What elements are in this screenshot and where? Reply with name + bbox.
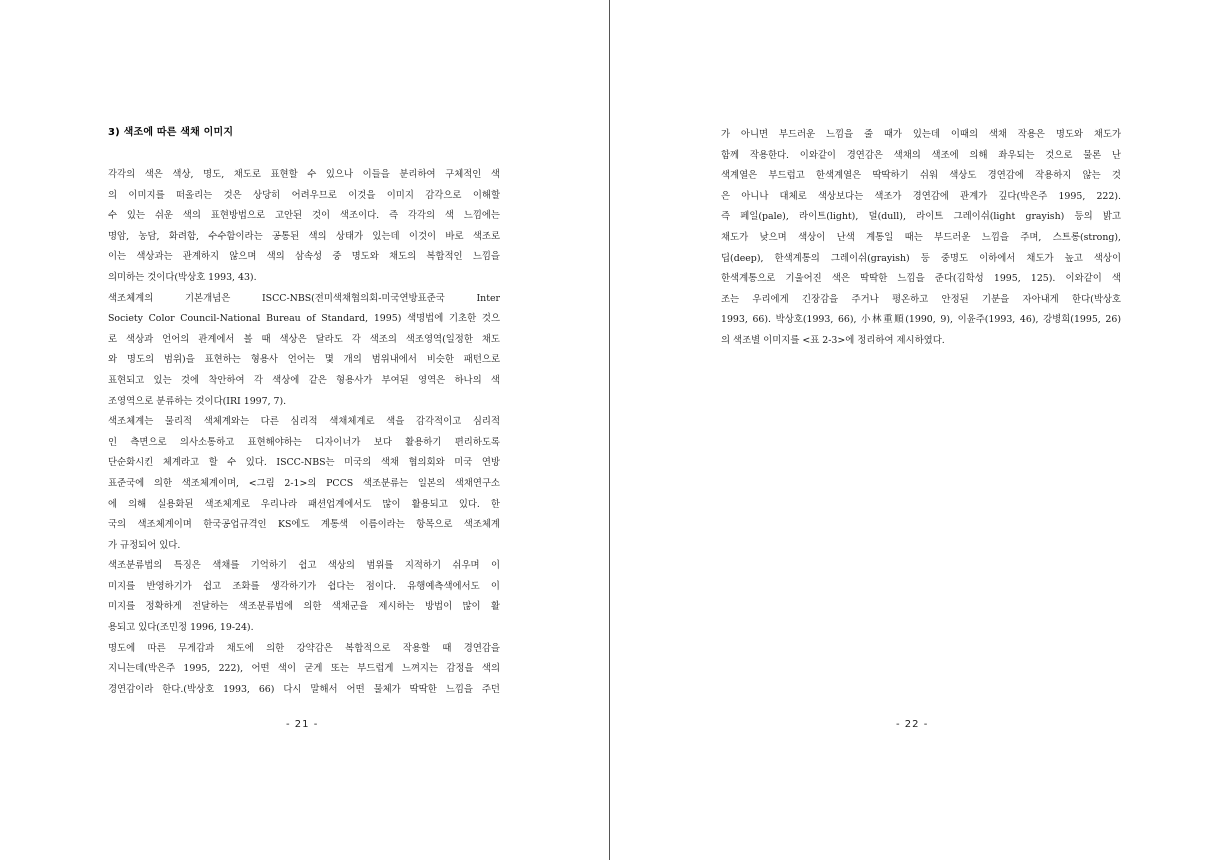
text-line: 로 색상과 언어의 관계에서 볼 때 색상은 달라도 각 색조의 색조영역(일정한 채도 — [108, 333, 500, 345]
right-page — [610, 0, 1219, 860]
text-line: 즉 페일(pale), 라이트(light), 덜(dull), 라이트 그레이쉬(light grayish) 등의 밝고 — [721, 211, 1121, 223]
text-line: 표준국에 의한 색조체계이며, <그림 2-1>의 PCCS 색조분류는 일본의 색채연구소 — [108, 477, 500, 489]
text-line: 미지를 반영하기가 쉽고 조화를 생각하기가 쉽다는 점이다. 유행예측색에서도 이 — [108, 580, 500, 592]
text-line: 경연감이라 한다.(박상호 1993, 66) 다시 말해서 어떤 물체가 딱딱한 느낌을 주던 — [108, 683, 500, 695]
text-line: 채도가 낮으며 색상이 난색 계통일 때는 부드러운 느낌을 주며, 스트롱(strong), — [721, 231, 1121, 243]
page-number-right: - 22 - — [896, 719, 929, 730]
text-line: 색계열은 부드럽고 한색계열은 딱딱하기 쉬워 색상도 경연감에 작용하지 않는 것 — [721, 170, 1121, 182]
text-line: 가 아니면 부드러운 느낌을 줄 때가 있는데 이때의 색채 작용은 명도와 채도가 — [721, 129, 1121, 140]
text-line: 인 측면으로 의사소통하고 표현해야하는 디자이너가 보다 활용하기 편리하도록 — [108, 436, 500, 448]
text-line: 색조분류법의 특징은 색채를 기억하기 쉽고 색상의 범위를 지적하기 쉬우며 이 — [108, 560, 500, 572]
text-line: Society Color Council-National Bureau of Standard, 1995) 색명법에 기초한 것으 — [108, 313, 500, 325]
page-number-left: - 21 - — [286, 719, 319, 730]
text-line: 표현되고 있는 것에 착안하여 각 색상에 같은 형용사가 부여된 영역은 하나의 색 — [108, 374, 500, 386]
text-line: 국의 색조체계이며 한국공업규격인 KS에도 계통색 이름이라는 항목으로 색조체계 — [108, 519, 500, 531]
right-page-body — [721, 125, 1121, 352]
text-line: 함께 작용한다. 이와같이 경연감은 색채의 색조에 의해 좌우되는 것으로 물론 난 — [721, 149, 1121, 161]
text-line: 지니는데(박은주 1995, 222), 어떤 색이 굳게 또는 부드럽게 느껴지는 감정을 색의 — [108, 663, 500, 675]
text-line: 에 의해 실용화된 색조체계로 우리나라 패션업계에서도 많이 활용되고 있다. 한 — [108, 498, 500, 510]
text-line: 조는 우리에게 긴장감을 주거나 평온하고 안정된 기분을 자아내게 한다(박상호 — [721, 293, 1121, 305]
text-line: 한색계통으로 기울어진 색은 딱딱한 느낌을 준다(김학성 1995, 125). 이와같이 색 — [721, 273, 1121, 285]
left-page-body — [108, 165, 500, 700]
text-line: 용되고 있다(조민정 1996, 19-24). — [108, 622, 254, 634]
text-line: 의미하는 것이다(박상호 1993, 43). — [108, 271, 257, 283]
text-line: 수 있는 쉬운 색의 표현방법으로 고안된 것이 색조이다. 즉 각각의 색 느낌에는 — [108, 210, 500, 222]
text-line: 와 명도의 범위)을 표현하는 형용사 언어는 몇 개의 범위내에서 비슷한 패턴으로 — [108, 354, 500, 366]
text-line: 의 이미지를 떠올리는 것은 상당히 어려우므로 이것을 이미지 감각으로 이해할 — [108, 189, 500, 201]
text-line: 단순화시킨 체계라고 할 수 있다. ISCC-NBS는 미국의 색채 협의회와 미국 연방 — [108, 457, 500, 469]
text-line: 미지를 정확하게 전달하는 색조분류법에 의한 색채군을 제시하는 방법이 많이 활 — [108, 601, 500, 613]
text-line: 가 규정되어 있다. — [108, 539, 181, 551]
text-line: 딥(deep), 한색계통의 그레이쉬(grayish) 등 중명도 이하에서 채도가 높고 색상이 — [721, 252, 1121, 264]
text-line: 의 색조별 이미지를 <표 2-3>에 정리하여 제시하였다. — [721, 334, 945, 346]
text-line: 명도에 따른 무게감과 채도에 의한 강약감은 복합적으로 작용할 때 경연감을 — [108, 642, 500, 654]
text-line: 각각의 색은 색상, 명도, 채도로 표현할 수 있으나 이들을 분리하여 구체적인 색 — [108, 169, 500, 180]
section-heading: 3) 색조에 따른 색채 이미지 — [108, 127, 234, 138]
text-line: 색조체계의 기본개념은 ISCC-NBS(전미색채협의회-미국연방표준국 Inter — [108, 292, 500, 304]
text-line: 조영역으로 분류하는 것이다(IRI 1997, 7). — [108, 395, 287, 407]
text-line: 이는 색상과는 관계하지 않으며 색의 삼속성 중 명도와 채도의 복합적인 느낌을 — [108, 251, 500, 263]
text-line: 색조체계는 물리적 색체계와는 다른 심리적 색채체계로 색을 감각적이고 심리적 — [108, 416, 500, 428]
text-line: 은 아니나 대체로 색상보다는 색조가 경연감에 관계가 깊다(박은주 1995, 222). — [721, 190, 1121, 202]
text-line: 1993, 66). 박상호(1993, 66), 小林重順(1990, 9), 이윤주(1993, 46), 강병희(1995, 26) — [721, 314, 1121, 326]
text-line: 명암, 농담, 화려함, 수수함이라는 공통된 색의 상태가 있는데 이것이 바로 색조로 — [108, 230, 500, 242]
left-page — [0, 0, 609, 860]
